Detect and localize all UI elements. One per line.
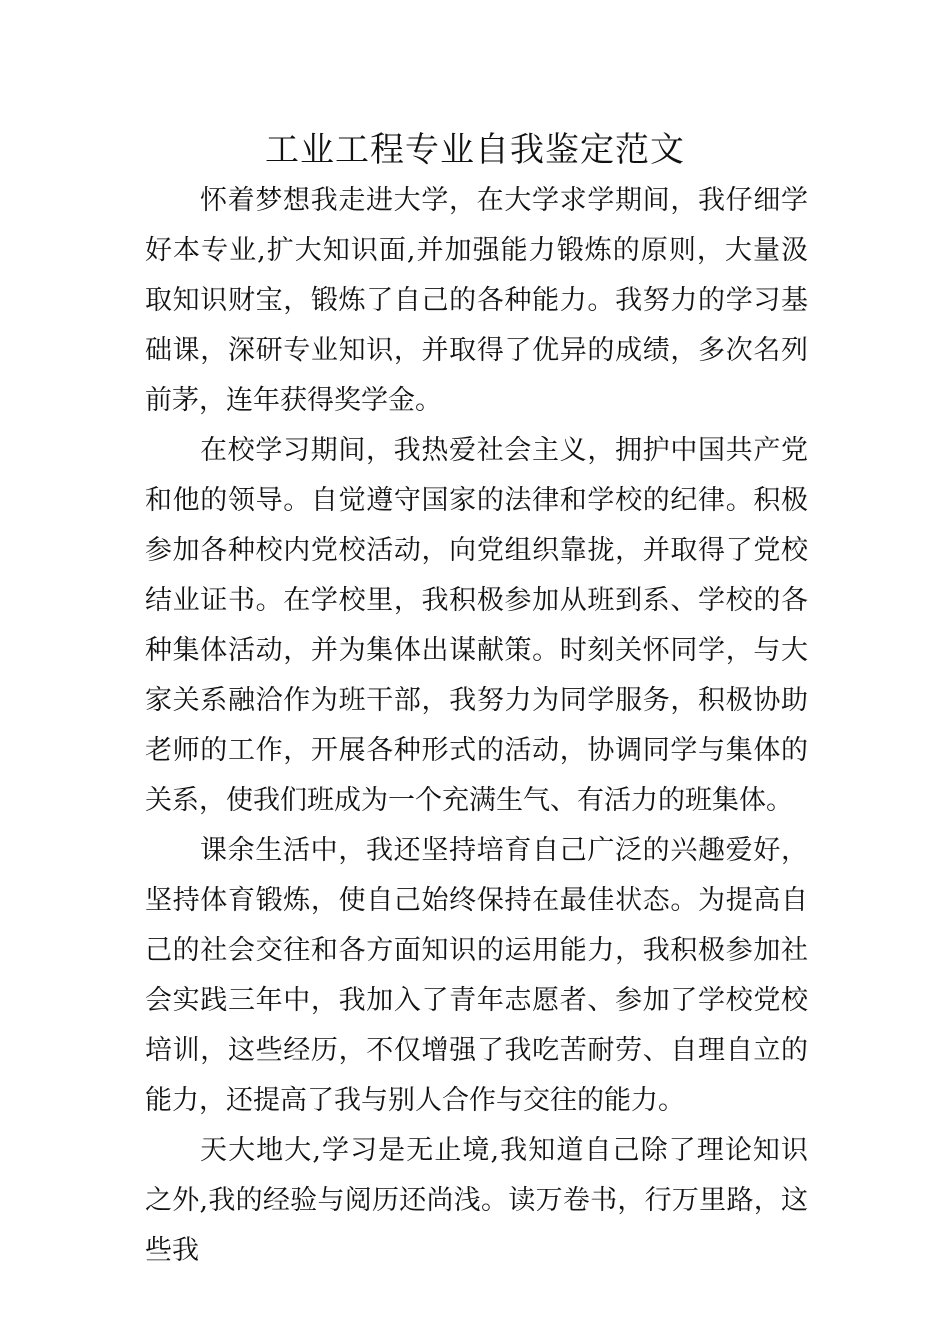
document-body [145,176,808,1276]
paragraph-3: 课余生活中，我还坚持培育自己广泛的兴趣爱好，坚持体育锻炼，使自己始终保持在最佳状态。为提高自己的社会交往和各方面知识的运用能力，我积极参加社会实践三年中，我加入了青年志愿者、参加了学校党校培训，这些经历，不仅增强了我吃苦耐劳、自理自立的能力，还提高了我与别人合作与交往的能力。 [145,835,808,1116]
document-title: 工业工程专业自我鉴定范文 [265,130,685,170]
paragraph-2: 在校学习期间，我热爱社会主义，拥护中国共产党和他的领导。自觉遵守国家的法律和学校的纪律。积极参加各种校内党校活动，向党组织靠拢，并取得了党校结业证书。在学校里，我积极参加从班到系、学校的各种集体活动，并为集体出谋献策。时刻关怀同学，与大家关系融洽作为班干部，我努力为同学服务，积极协助老师的工作，开展各种形式的活动，协调同学与集体的关系，使我们班成为一个充满生气、有活力的班集体。 [145,435,808,816]
paragraph-4: 天大地大,学习是无止境,我知道自己除了理论知识之外,我的经验与阅历还尚浅。读万卷书，行万里路，这些我 [145,1135,808,1266]
paragraph-1: 怀着梦想我走进大学，在大学求学期间，我仔细学好本专业,扩大知识面,并加强能力锻炼的原则，大量汲取知识财宝，锻炼了自己的各种能力。我努力的学习基础课，深研专业知识，并取得了优异的成绩，多次名列前茅，连年获得奖学金。 [145,185,808,416]
